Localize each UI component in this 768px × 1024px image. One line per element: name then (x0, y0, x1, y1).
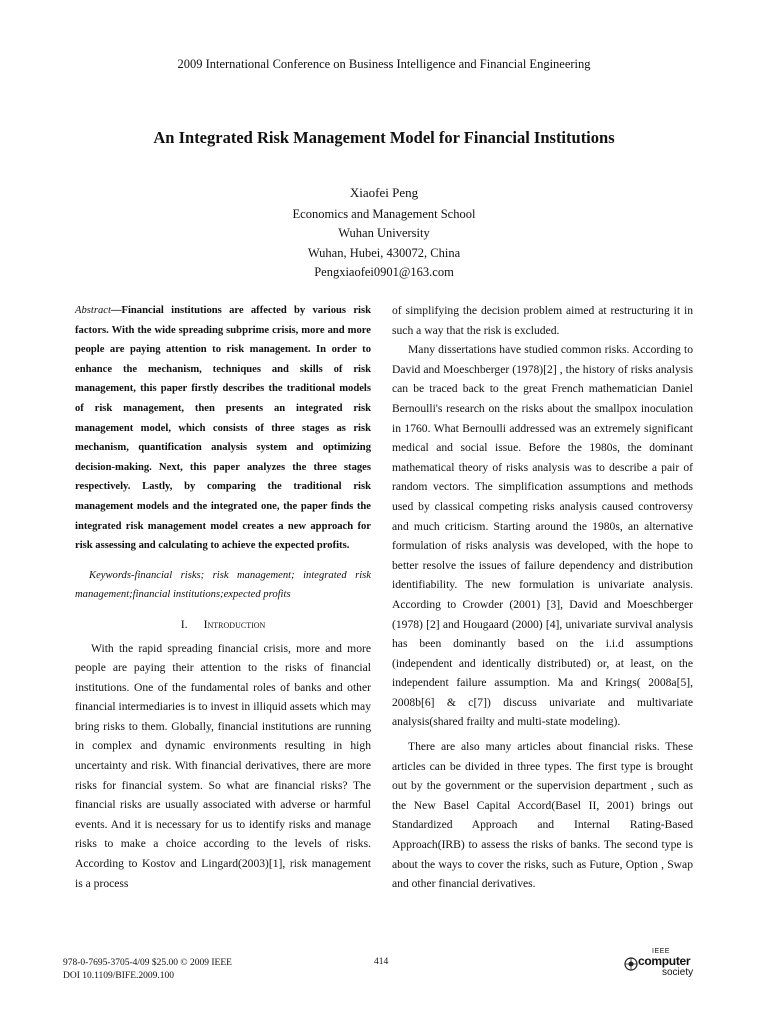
section-number: I. (180, 616, 188, 631)
affiliation-line: Wuhan University (338, 226, 430, 240)
right-column (392, 301, 693, 894)
paper-title: An Integrated Risk Management Model for Financial Institutions (153, 128, 615, 147)
computer-society-logo (624, 948, 694, 982)
footer-doi: DOI 10.1109/BIFE.2009.100 (63, 970, 175, 981)
author-name: Xiaofei Peng (349, 185, 419, 200)
conference-header: 2009 International Conference on Business Intelligence and Financial Engineering (177, 57, 591, 71)
section-heading-introduction (75, 615, 371, 635)
body-paragraph: of simplifying the decision problem aimed at restructuring it in such a way that the risk is excluded. (392, 304, 693, 337)
intro-paragraph: With the rapid spreading financial crisis, more and more people are paying their attention to the risks of financial institutions. One of the fundamental roles of banks and other financial intermediaries is to invest in illiquid assets which may bring risks to them. Globally, financial institutions are running in complex and dynamic environments resulting in high uncertainty and risk. With financial derivatives, there are more risks for financial system. So what are financial risks? The financial risks are usually associated with adverse or harmful events. And it is necessary for us to identify risks and manage risks to make a choice according to the levels of risks. According to Kostov and Lingard(2003)[1], risk management is a process (75, 641, 371, 890)
abstract-text: —Financial institutions are affected by various risk factors. With the wide spreading subprime crisis, more and more people are paying attention to risk management. In order to enhance the mechanism, techniques and skills of risk management, this paper firstly describes the traditional models of risk management, then presents an integrated risk management model, which consists of three stages as risk mechanism, quantification analysis system and optimizing decision-making. Next, this paper analyzes the three stages respectively. Lastly, by comparing the traditional risk management models and the integrated one, the paper finds the integrated risk management model creates a new approach for risk assessing and calculating to achieve the expected profits. (75, 305, 371, 552)
logo-computer-text: computer (638, 954, 691, 968)
author-email: Pengxiaofei0901@163.com (314, 265, 454, 279)
abstract-label: Abstract (75, 305, 111, 316)
affiliation-line: Economics and Management School (292, 206, 476, 221)
keywords: Keywords-financial risks; risk management; integrated risk management;financial institutions;expected profits (75, 569, 371, 601)
logo-society-text: society (662, 967, 694, 978)
body-paragraph: There are also many articles about financial risks. These articles can be divided in three types. The first type is brought out by the government or the supervision department , such as the New Basel Capital Accord(Basel II, 2001) brings out Standardized Approach and Internal Rating-Based Approach(IRB) to assess the risks of banks. The second type is about the ways to cover the risks, such as Future, Option , Swap and other financial derivatives. (392, 740, 693, 891)
logo-emblem-icon (624, 957, 638, 971)
footer-isbn: 978-0-7695-3705-4/09 $25.00 © 2009 IEEE (63, 958, 232, 968)
section-title: Introduction (203, 616, 266, 631)
affiliation-line: Wuhan, Hubei, 430072, China (307, 245, 461, 260)
logo-ieee-text: IEEE (652, 948, 670, 955)
page-number: 414 (374, 957, 389, 967)
left-column (75, 301, 371, 893)
body-paragraph: Many dissertations have studied common risks. According to David and Moeschberger (1978)[2] , the history of risks analysis can be traced back to the great French mathematician Daniel Bernoulli's research on the risks about the smallpox inoculation in 1760. What Bernoulli addressed was an extremely significant medical and social issue. Before the 1980s, the dominant mathematical theory of risks analysis was to describe a pair of random vectors. The simplification assumptions and methods used by classical competing risks analysis caused controversy and much criticism. Starting around the 1980s, an alternative formulation of risks analysis was developed, with the hope to better resolve the issues of failure dependency and distribution identifiability. The new formulation is univariate analysis. According to Crowder (2001) [3], David and Moeschberger (1978) [2] and Hougaard (2000) [4], univariate survival analysis has been dominantly based on the i.i.d assumptions (independent and identically distributed) or, at least, on the independent failure assumption. Ma and Krings( 2008a[5], 2008b[6] & c[7]) discuss univariate and multivariate analysis(shared frailty and multi-state modeling). (392, 343, 693, 729)
footer-copyright (63, 957, 232, 982)
abstract (75, 301, 371, 556)
author-block (0, 183, 768, 283)
